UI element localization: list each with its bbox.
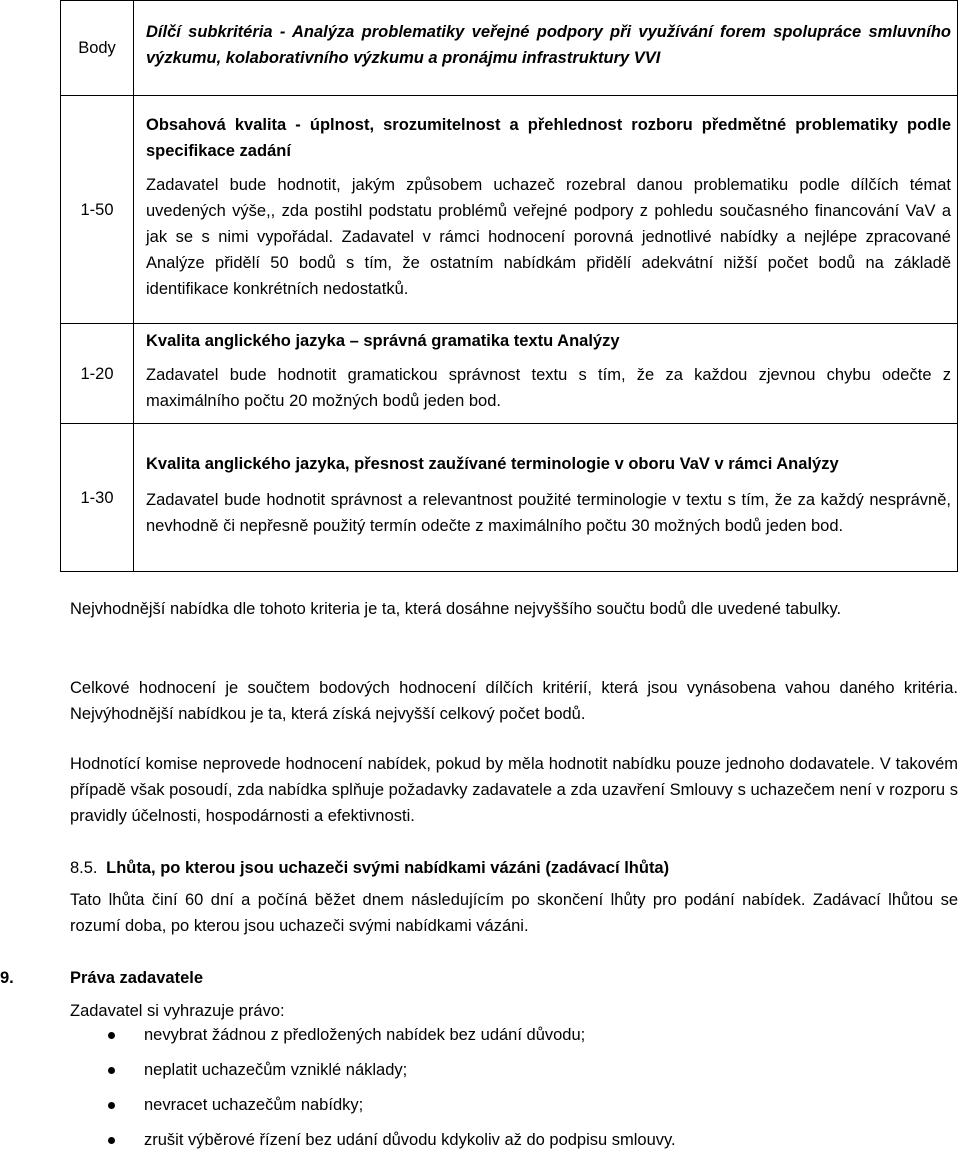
criterion-heading: Kvalita anglického jazyka – správná gramatika textu Analýzy <box>146 331 620 350</box>
table-header-title: Dílčí subkritéria - Analýza problematiky veřejné podpory při využívání forem spolupráce smluvního výzkumu, kolaborativního výzkumu a pronájmu infrastruktury VVI <box>146 23 951 67</box>
bullet-icon <box>108 1067 115 1074</box>
criterion-cell <box>134 424 958 572</box>
criterion-text: Zadavatel bude hodnotit, jakým způsobem uchazeč rozebral danou problematiku podle dílčích témat uvedených výše,, zda postihl podstatu problémů veřejné podpory z pohledu současného financování VaV a jak se s nimi vypořádal. Zadavatel v rámci hodnocení porovná jednotlivé nabídky a nejlépe zpracované Analýze přidělí 50 bodů s tím, že ostatním nabídkám přidělí adekvátní nižší počet bodů na základě identifikace konkrétních nedostatků. <box>146 175 951 298</box>
paragraph-best-offer: Nejvhodnější nabídka dle tohoto kriteria je ta, která dosáhne nejvyššího součtu bodů dle uvedené tabulky. <box>70 600 842 618</box>
list-item <box>70 1022 958 1057</box>
table-row <box>61 324 958 424</box>
list-item-text: zrušit výběrové řízení bez udání důvodu kdykoliv až do podpisu smlouvy. <box>144 1131 676 1149</box>
list-item-text: nevybrat žádnou z předložených nabídek bez udání důvodu; <box>144 1026 586 1044</box>
paragraph-overall-evaluation: Celkové hodnocení je součtem bodových hodnocení dílčích kritérií, která jsou vynásobena vahou daného kritéria. Nejvýhodnější nabídkou je ta, která získá nejvyšší celkový počet bodů. <box>70 679 958 723</box>
bullet-icon <box>108 1137 115 1144</box>
points-cell: 1-50 <box>61 96 134 324</box>
section-8-5-text: Tato lhůta činí 60 dní a počíná běžet dnem následujícím po skončení lhůty pro podání nabídek. Zadávací lhůtou se rozumí doba, po kterou jsou uchazeči svými nabídkami vázáni. <box>70 891 958 935</box>
list-item <box>70 1092 958 1127</box>
list-item <box>70 1127 958 1162</box>
points-column-header: Body <box>61 1 134 96</box>
points-cell: 1-30 <box>61 424 134 572</box>
table-row <box>61 424 958 572</box>
list-item-text: neplatit uchazečům vzniklé náklady; <box>144 1061 408 1079</box>
criterion-cell <box>134 96 958 324</box>
section-8-5-title: Lhůta, po kterou jsou uchazeči svými nabídkami vázáni (zadávací lhůta) <box>106 859 670 877</box>
section-8-5-number: 8.5. <box>70 859 98 877</box>
criterion-cell <box>134 324 958 424</box>
table-header-title-cell <box>134 1 958 96</box>
criterion-text: Zadavatel bude hodnotit správnost a relevantnost použité terminologie v textu s tím, že za každý nesprávně, nevhodně či nepřesně použitý termín odečte z maximálního počtu 30 možných bodů jeden bod. <box>146 490 951 535</box>
table-header-row <box>61 1 958 96</box>
list-item-text: nevracet uchazečům nabídky; <box>144 1096 364 1114</box>
points-cell: 1-20 <box>61 324 134 424</box>
criteria-table <box>60 0 958 572</box>
bullet-icon <box>108 1032 115 1039</box>
section-9-intro: Zadavatel si vyhrazuje právo: <box>70 1002 285 1020</box>
section-9-number: 9. <box>0 969 14 987</box>
bullet-icon <box>108 1102 115 1109</box>
criterion-heading: Obsahová kvalita - úplnost, srozumitelnost a přehlednost rozboru předmětné problematiky podle specifikace zadání <box>146 115 951 160</box>
section-8-5-title-wrap <box>70 855 669 881</box>
table-row <box>61 96 958 324</box>
paragraph-commission: Hodnotící komise neprovede hodnocení nabídek, pokud by měla hodnotit nabídku pouze jednoho dodavatele. V takovém případě však posoudí, zda nabídka splňuje požadavky zadavatele a zda uzavření Smlouvy s uchazečem není v rozporu s pravidly účelnosti, hospodárnosti a efektivnosti. <box>70 755 958 825</box>
rights-list <box>70 1022 958 1162</box>
section-9-title: Práva zadavatele <box>70 969 204 987</box>
criterion-heading: Kvalita anglického jazyka, přesnost zaužívané terminologie v oboru VaV v rámci Analýzy <box>146 454 839 473</box>
criterion-text: Zadavatel bude hodnotit gramatickou správnost textu s tím, že za každou zjevnou chybu odečte z maximálního počtu 20 možných bodů jeden bod. <box>146 365 951 410</box>
list-item <box>70 1057 958 1092</box>
